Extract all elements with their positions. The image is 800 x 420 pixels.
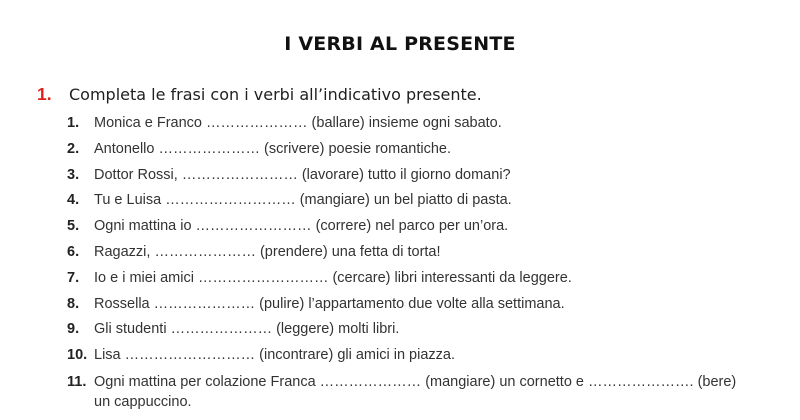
exercise-item-list	[67, 111, 736, 412]
exercise-number: 1.	[37, 84, 52, 104]
item-number: 7.	[67, 269, 80, 286]
exercise-item	[67, 163, 736, 189]
item-number: 9.	[67, 321, 80, 338]
item-number: 8.	[67, 295, 80, 312]
item-number: 3.	[67, 166, 80, 183]
item-number: 4.	[67, 192, 80, 209]
item-number: 1.	[67, 115, 80, 131]
exercise-item	[67, 369, 736, 412]
item-sentence: Rossella ………………… (pulire) l’appartamento due volte alla settimana.	[94, 295, 565, 312]
item-sentence: Lisa ……………………… (incontrare) gli amici in piazza.	[94, 347, 455, 364]
exercise-heading	[37, 84, 482, 105]
item-number: 5.	[67, 218, 80, 235]
item-number: 6.	[67, 243, 80, 260]
exercise-item	[67, 292, 736, 318]
item-sentence: Tu e Luisa ……………………… (mangiare) un bel piatto di pasta.	[94, 192, 512, 209]
item-number: 2.	[67, 140, 80, 157]
exercise-item	[67, 266, 736, 292]
item-number: 10.	[67, 347, 88, 364]
item-sentence: Io e i miei amici ……………………… (cercare) libri interessanti da leggere.	[94, 269, 572, 286]
item-sentence: Gli studenti ………………… (leggere) molti libri.	[94, 321, 400, 338]
exercise-item	[67, 137, 736, 163]
item-sentence: Antonello ………………… (scrivere) poesie romantiche.	[94, 140, 451, 157]
exercise-instruction: Completa le frasi con i verbi all’indicativo presente.	[69, 85, 482, 104]
exercise-item	[67, 317, 736, 343]
item-sentence: Monica e Franco ………………… (ballare) insieme ogni sabato.	[94, 115, 502, 131]
item-sentence: Ogni mattina io …………………… (correre) nel parco per un’ora.	[94, 218, 509, 235]
item-sentence: Ragazzi, ………………… (prendere) una fetta di torta!	[94, 243, 441, 260]
item-sentence: Ogni mattina per colazione Franca ………………… (mangiare) un cornetto e …………………. (bere)	[94, 373, 737, 390]
exercise-item	[67, 111, 736, 137]
exercise-item	[67, 214, 736, 240]
item-number: 11.	[67, 373, 87, 390]
page-title: I VERBI AL PRESENTE	[284, 33, 516, 55]
exercise-item	[67, 343, 736, 369]
exercise-item	[67, 240, 736, 266]
item-sentence-continuation: un cappuccino.	[94, 393, 192, 410]
item-sentence: Dottor Rossi, …………………… (lavorare) tutto il giorno domani?	[94, 166, 511, 183]
exercise-item	[67, 188, 736, 214]
